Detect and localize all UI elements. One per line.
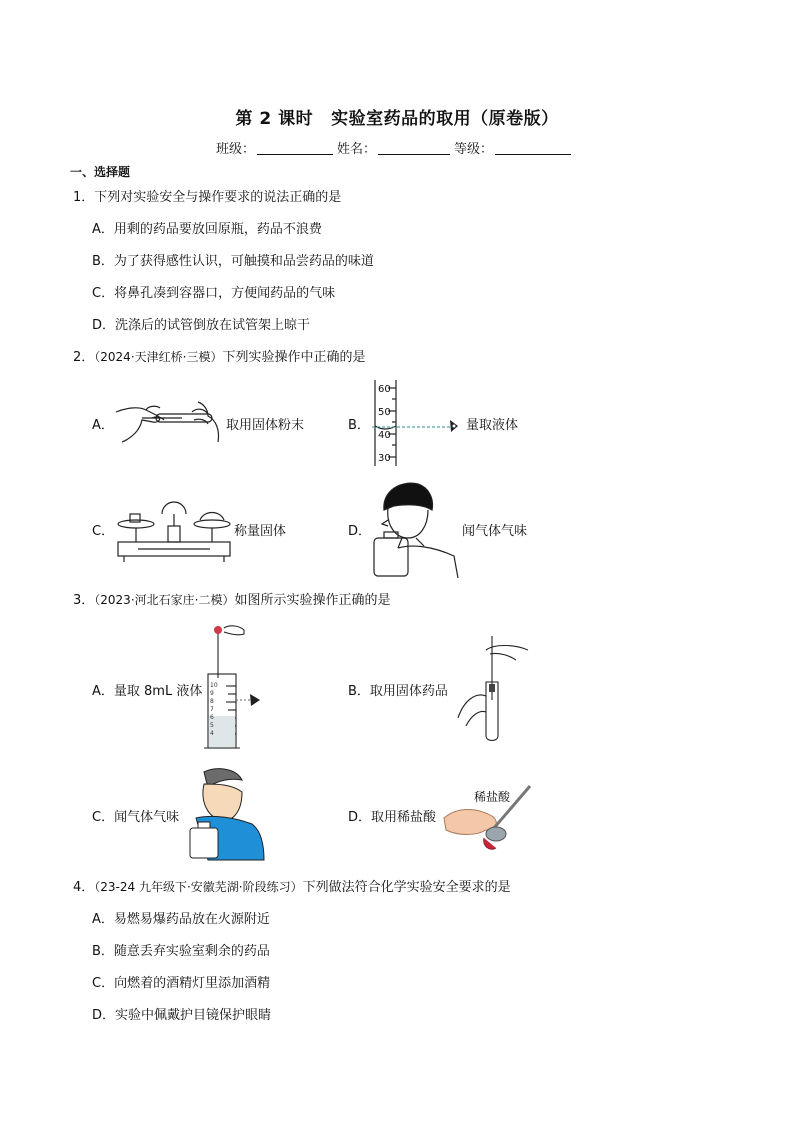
q3-option-b-caption-group[interactable]: B．取用固体药品 (348, 684, 448, 699)
grade-blank[interactable] (495, 140, 571, 155)
question-2 (73, 346, 365, 365)
q2-option-c-caption[interactable]: 称量固体 (234, 524, 287, 539)
question-text: 下列做法符合化学实验安全要求的是 (302, 880, 511, 895)
class-label: 班级： (216, 142, 256, 157)
q2-option-a-caption[interactable]: 取用固体粉末 (226, 418, 305, 433)
q1-option-c[interactable]: C．将鼻孔凑到容器口，方便闻药品的气味 (92, 286, 336, 301)
question-source: （23-24 九年级下·安徽芜湖·阶段练习） (94, 880, 303, 894)
question-number: 3． (73, 593, 95, 608)
title-lesson: 第 2 课时 (235, 109, 314, 129)
name-label: 姓名： (337, 142, 377, 157)
question-text: 如图所示实验操作正确的是 (234, 593, 391, 608)
q1-option-a[interactable]: A．用剩的药品要放回原瓶，药品不浪费 (92, 222, 322, 237)
q3-cylinder-tick-labels: 10 9 8 7 6 5 4 (210, 682, 218, 737)
q2-option-b-caption[interactable]: 量取液体 (466, 418, 519, 433)
q2-option-d-caption[interactable]: 闻气体气味 (462, 524, 528, 539)
q4-option-a[interactable]: A．易燃易爆药品放在火源附近 (92, 912, 270, 927)
smelling-gas-illustration (372, 480, 462, 578)
dropper-bottle-illustration (438, 776, 548, 858)
q2-option-b-letter[interactable]: B． (348, 418, 370, 433)
q3-option-d-caption-group[interactable]: D．取用稀盐酸 (348, 810, 437, 825)
powder-sampling-illustration (112, 390, 224, 446)
q1-option-b[interactable]: B．为了获得感性认识，可触摸和品尝药品的味道 (92, 254, 374, 269)
q2-option-d-letter[interactable]: D． (348, 524, 372, 539)
q4-option-b[interactable]: B．随意丢弃实验室剩余的药品 (92, 944, 270, 959)
q3-option-c-caption-group[interactable]: C．闻气体气味 (92, 810, 180, 825)
page-title (0, 104, 794, 129)
question-source: （2023·河北石家庄·二模） (94, 593, 235, 607)
q4-option-d[interactable]: D．实验中佩戴护目镜保护眼睛 (92, 1008, 272, 1023)
boy-smelling-gas-illustration (186, 766, 266, 860)
class-blank[interactable] (257, 140, 333, 155)
student-info-line (216, 138, 575, 157)
question-number: 2． (73, 350, 95, 365)
question-1 (73, 186, 341, 205)
q3-option-a-caption-group[interactable]: A．量取 8mL 液体 (92, 684, 203, 699)
q2-option-a-letter[interactable]: A． (92, 418, 114, 433)
question-number: 1． (73, 190, 95, 205)
section-heading: 一、选择题 (70, 165, 131, 179)
q4-option-c[interactable]: C．向燃着的酒精灯里添加酒精 (92, 976, 271, 991)
question-text: 下列对实验安全与操作要求的说法正确的是 (94, 190, 342, 205)
cylinder-tick-labels: 60 50 40 30 (378, 384, 391, 464)
name-blank[interactable] (378, 140, 450, 155)
question-3 (73, 589, 390, 608)
question-4 (73, 876, 511, 895)
question-text: 下列实验操作中正确的是 (222, 350, 366, 365)
bottle-label: 稀盐酸 (474, 790, 511, 804)
title-topic: 实验室药品的取用（原卷版） (331, 109, 559, 129)
test-tube-tongs-illustration (454, 630, 534, 742)
question-number: 4． (73, 880, 95, 895)
question-source: （2024·天津红桥·三模） (94, 350, 223, 364)
grade-label: 等级： (454, 142, 494, 157)
q1-option-d[interactable]: D．洗涤后的试管倒放在试管架上晾干 (92, 318, 311, 333)
q2-option-c-letter[interactable]: C． (92, 524, 115, 539)
balance-scale-illustration (114, 496, 234, 564)
